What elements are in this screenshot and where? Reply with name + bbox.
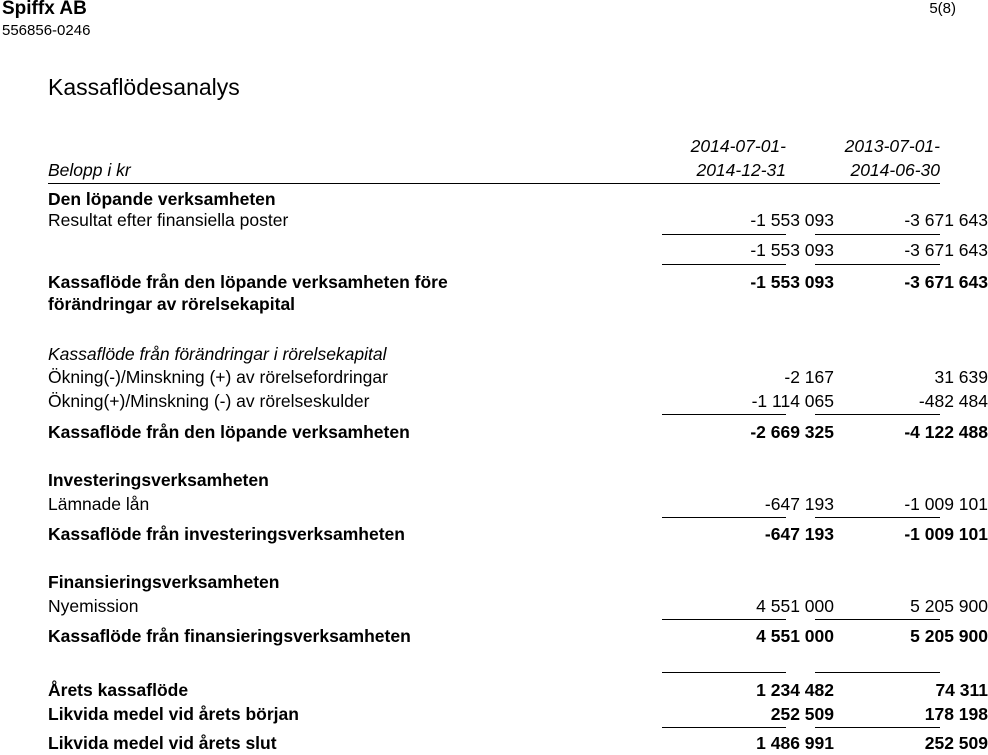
period2-header-start: 2013-07-01- bbox=[844, 136, 940, 156]
row-value-period1: 1 486 991 bbox=[756, 733, 834, 753]
period1-header-start: 2014-07-01- bbox=[690, 136, 786, 156]
row-label: Resultat efter finansiella poster bbox=[48, 210, 289, 230]
subtotal-rule bbox=[815, 619, 940, 620]
row-value-period2: -4 122 488 bbox=[904, 422, 988, 442]
row-label: Kassaflöde från förändringar i rörelsekapital bbox=[48, 344, 387, 364]
subtotal-rule bbox=[662, 619, 786, 620]
row-value-period2: -482 484 bbox=[918, 391, 988, 411]
row-value-period1: -2 669 325 bbox=[750, 422, 834, 442]
table-row bbox=[48, 468, 940, 492]
row-value-period1: 4 551 000 bbox=[756, 596, 834, 616]
row-label: Kassaflöde från finansieringsverksamheten bbox=[48, 626, 411, 646]
row-label: Nyemission bbox=[48, 596, 139, 616]
period1-header-end: 2014-12-31 bbox=[696, 160, 786, 180]
row-value-period1: -2 167 bbox=[784, 367, 834, 387]
amount-unit-label: Belopp i kr bbox=[48, 160, 131, 180]
subtotal-rule bbox=[815, 517, 940, 518]
subtotal-rule bbox=[815, 234, 940, 235]
row-value-period1: 252 509 bbox=[770, 704, 834, 724]
subtotal-rule bbox=[662, 727, 786, 728]
table-row bbox=[48, 389, 988, 413]
row-label: Likvida medel vid årets början bbox=[48, 704, 299, 724]
row-label: Ökning(+)/Minskning (-) av rörelseskulder bbox=[48, 391, 370, 411]
table-row bbox=[48, 678, 988, 702]
table-row bbox=[48, 522, 988, 546]
page-number: 5(8) bbox=[929, 0, 956, 17]
table-row bbox=[48, 594, 988, 618]
row-value-period2: 178 198 bbox=[924, 704, 988, 724]
row-label: Kassaflöde från den löpande verksamheten bbox=[48, 422, 410, 442]
row-label: Likvida medel vid årets slut bbox=[48, 733, 277, 753]
page-title: Kassaflödesanalys bbox=[48, 74, 240, 100]
table-row bbox=[48, 238, 988, 262]
period2-header-end: 2014-06-30 bbox=[850, 160, 940, 180]
table-row bbox=[48, 342, 940, 366]
header-rule bbox=[48, 183, 940, 184]
row-value-period2: -3 671 643 bbox=[904, 240, 988, 260]
row-label: förändringar av rörelsekapital bbox=[48, 294, 296, 314]
row-value-period1: -647 193 bbox=[764, 524, 834, 544]
row-value-period2: -3 671 643 bbox=[904, 210, 988, 230]
row-label: Ökning(-)/Minskning (+) av rörelsefordringar bbox=[48, 367, 388, 387]
table-row bbox=[48, 270, 988, 294]
row-value-period2: -1 009 101 bbox=[904, 494, 988, 514]
table-row bbox=[48, 702, 988, 726]
row-value-period2: 74 311 bbox=[935, 680, 988, 700]
subtotal-rule bbox=[815, 672, 940, 673]
subtotal-rule bbox=[662, 264, 786, 265]
table-row bbox=[48, 624, 988, 648]
org-number: 556856-0246 bbox=[2, 22, 91, 39]
table-row bbox=[48, 420, 988, 444]
row-value-period1: 1 234 482 bbox=[756, 680, 834, 700]
row-label: Lämnade lån bbox=[48, 494, 150, 514]
table-row bbox=[48, 208, 988, 232]
row-label: Investeringsverksamheten bbox=[48, 470, 269, 490]
row-value-period2: -3 671 643 bbox=[904, 272, 988, 292]
subtotal-rule bbox=[662, 414, 786, 415]
company-name: Spiffx AB bbox=[2, 0, 87, 19]
subtotal-rule bbox=[815, 727, 940, 728]
table-row bbox=[48, 731, 988, 755]
row-label: Kassaflöde från den löpande verksamheten före bbox=[48, 272, 448, 292]
table-row bbox=[48, 365, 988, 389]
table-row bbox=[48, 492, 988, 516]
row-value-period2: 5 205 900 bbox=[910, 626, 988, 646]
row-value-period1: 4 551 000 bbox=[756, 626, 834, 646]
table-row bbox=[48, 570, 940, 594]
row-value-period1: -1 553 093 bbox=[750, 210, 834, 230]
row-label: Finansieringsverksamheten bbox=[48, 572, 280, 592]
subtotal-rule bbox=[815, 414, 940, 415]
row-value-period1: -1 553 093 bbox=[750, 272, 834, 292]
subtotal-rule bbox=[662, 234, 786, 235]
row-label: Kassaflöde från investeringsverksamheten bbox=[48, 524, 405, 544]
row-value-period2: 5 205 900 bbox=[910, 596, 988, 616]
table-row bbox=[48, 292, 940, 316]
subtotal-rule bbox=[815, 264, 940, 265]
row-label: Den löpande verksamheten bbox=[48, 189, 276, 209]
row-label: Årets kassaflöde bbox=[48, 680, 189, 700]
row-value-period1: -1 114 065 bbox=[751, 391, 834, 411]
row-value-period1: -647 193 bbox=[764, 494, 834, 514]
row-value-period2: 252 509 bbox=[924, 733, 988, 753]
row-value-period2: -1 009 101 bbox=[904, 524, 988, 544]
subtotal-rule bbox=[662, 517, 786, 518]
subtotal-rule bbox=[662, 672, 786, 673]
row-value-period2: 31 639 bbox=[934, 367, 988, 387]
row-value-period1: -1 553 093 bbox=[750, 240, 834, 260]
